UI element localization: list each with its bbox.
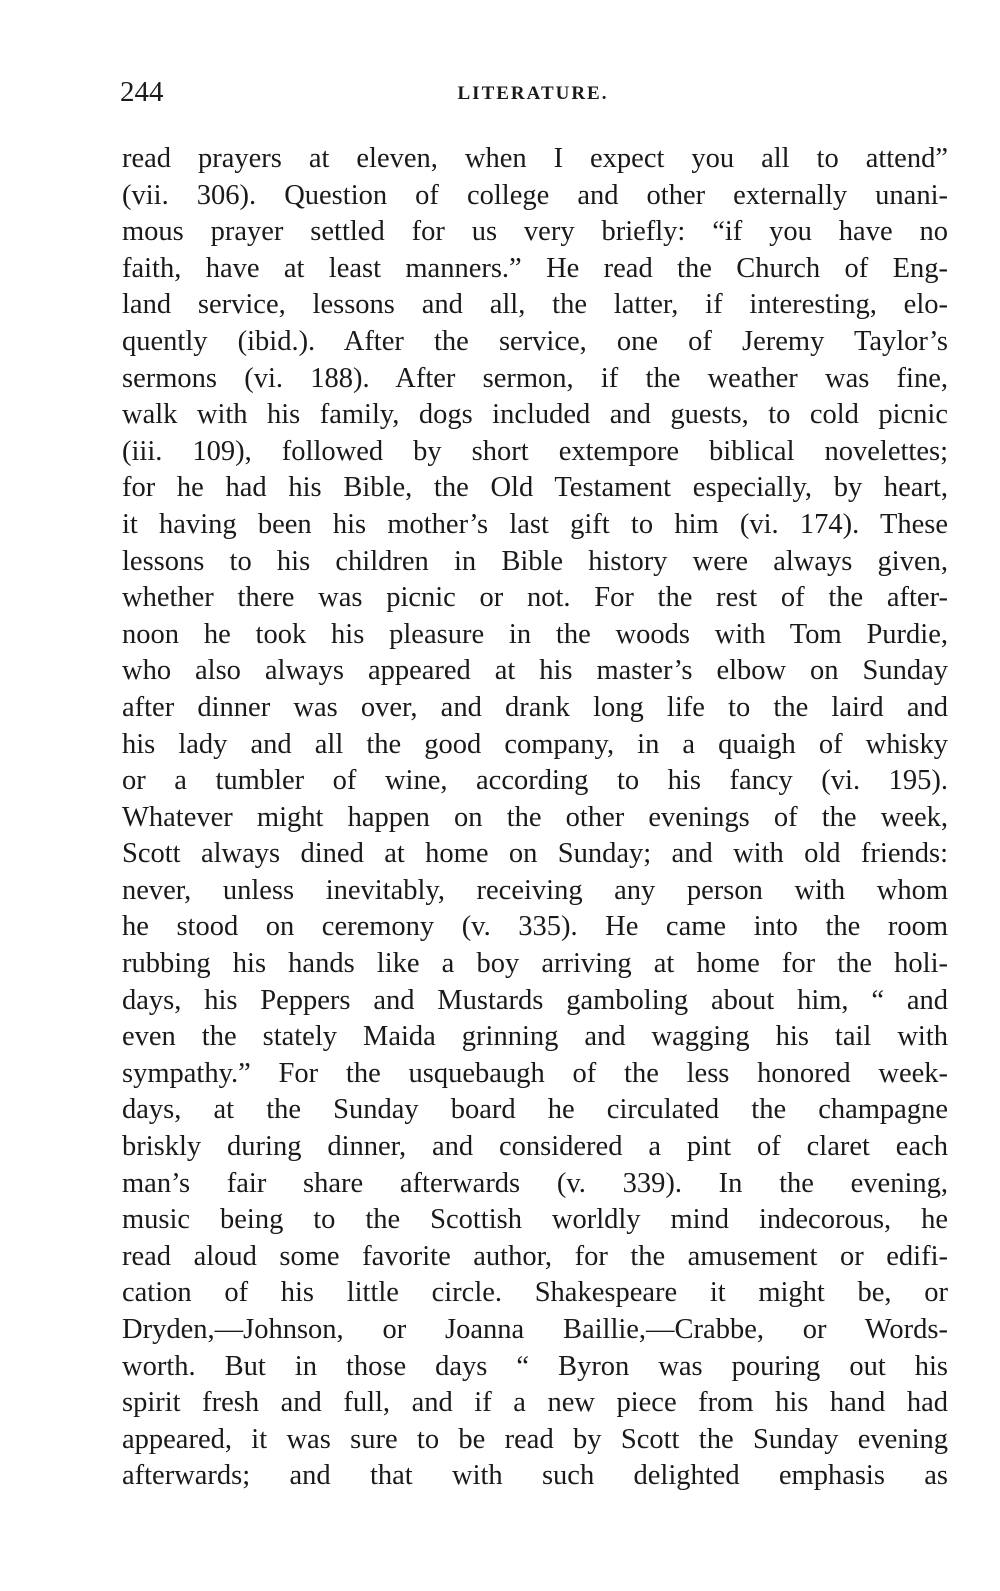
text-line: read prayers at eleven, when I expect you all to attend” — [122, 143, 948, 174]
text-line: days, at the Sunday board he circulated the champagne — [122, 1094, 948, 1126]
text-line: for he had his Bible, the Old Testament especially, by heart, — [122, 472, 948, 504]
text-line: days, his Peppers and Mustards gamboling about him, “ and — [122, 984, 948, 1016]
text-line: it having been his mother’s last gift to him (vi. 174). These — [122, 508, 948, 540]
text-line: quently (ibid.). After the service, one of Jeremy Taylor’s — [122, 325, 948, 357]
text-line: (iii. 109), followed by short extempore biblical novelettes; — [122, 435, 948, 467]
text-line: whether there was picnic or not. For the rest of the after- — [122, 582, 948, 614]
text-line: never, unless inevitably, receiving any person with whom — [122, 874, 948, 906]
text-line: cation of his little circle. Shakespeare it might be, or — [122, 1277, 948, 1309]
text-line: read aloud some favorite author, for the amusement or edifi- — [122, 1240, 948, 1272]
text-line: walk with his family, dogs included and guests, to cold picnic — [122, 399, 948, 431]
text-line: mous prayer settled for us very briefly: “if you have no — [122, 216, 948, 248]
running-head: LITERATURE. — [457, 83, 609, 104]
text-line: land service, lessons and all, the latter, if interesting, elo- — [122, 289, 948, 321]
text-line: sermons (vi. 188). After sermon, if the weather was fine, — [122, 362, 948, 394]
text-line: worth. But in those days “ Byron was pouring out his — [122, 1350, 948, 1382]
text-line: sympathy.” For the usquebaugh of the less honored week- — [122, 1057, 948, 1089]
text-line: Dryden,—Johnson, or Joanna Baillie,—Crabbe, or Words- — [122, 1314, 948, 1345]
text-line: rubbing his hands like a boy arriving at home for the holi- — [122, 948, 948, 980]
text-line: man’s fair share afterwards (v. 339). In the evening, — [122, 1167, 948, 1199]
text-line: his lady and all the good company, in a quaigh of whisky — [122, 728, 948, 760]
text-line: after dinner was over, and drank long life to the laird and — [122, 691, 948, 723]
text-line: noon he took his pleasure in the woods with Tom Purdie, — [122, 618, 948, 650]
text-line: who also always appeared at his master’s elbow on Sunday — [122, 655, 948, 687]
body-text — [122, 141, 948, 1495]
text-line: or a tumbler of wine, according to his fancy (vi. 195). — [122, 765, 948, 797]
text-line: even the stately Maida grinning and wagging his tail with — [122, 1021, 948, 1053]
text-line: appeared, it was sure to be read by Scott the Sunday evening — [122, 1423, 948, 1455]
text-line: Whatever might happen on the other evenings of the week, — [122, 801, 948, 833]
text-line: faith, have at least manners.” He read the Church of Eng- — [122, 252, 948, 284]
text-line: afterwards; and that with such delighted emphasis as — [122, 1460, 948, 1492]
page-number: 244 — [120, 76, 164, 108]
text-line: lessons to his children in Bible history were always given, — [122, 545, 948, 577]
text-line: briskly during dinner, and considered a pint of claret each — [122, 1131, 948, 1163]
page-header — [120, 72, 946, 112]
text-line: music being to the Scottish worldly mind indecorous, he — [122, 1204, 948, 1236]
text-line: Scott always dined at home on Sunday; and with old friends: — [122, 838, 948, 870]
text-line: (vii. 306). Question of college and other externally unani- — [122, 179, 948, 211]
text-line: he stood on ceremony (v. 335). He came into the room — [122, 911, 948, 943]
text-line: spirit fresh and full, and if a new piece from his hand had — [122, 1387, 948, 1419]
